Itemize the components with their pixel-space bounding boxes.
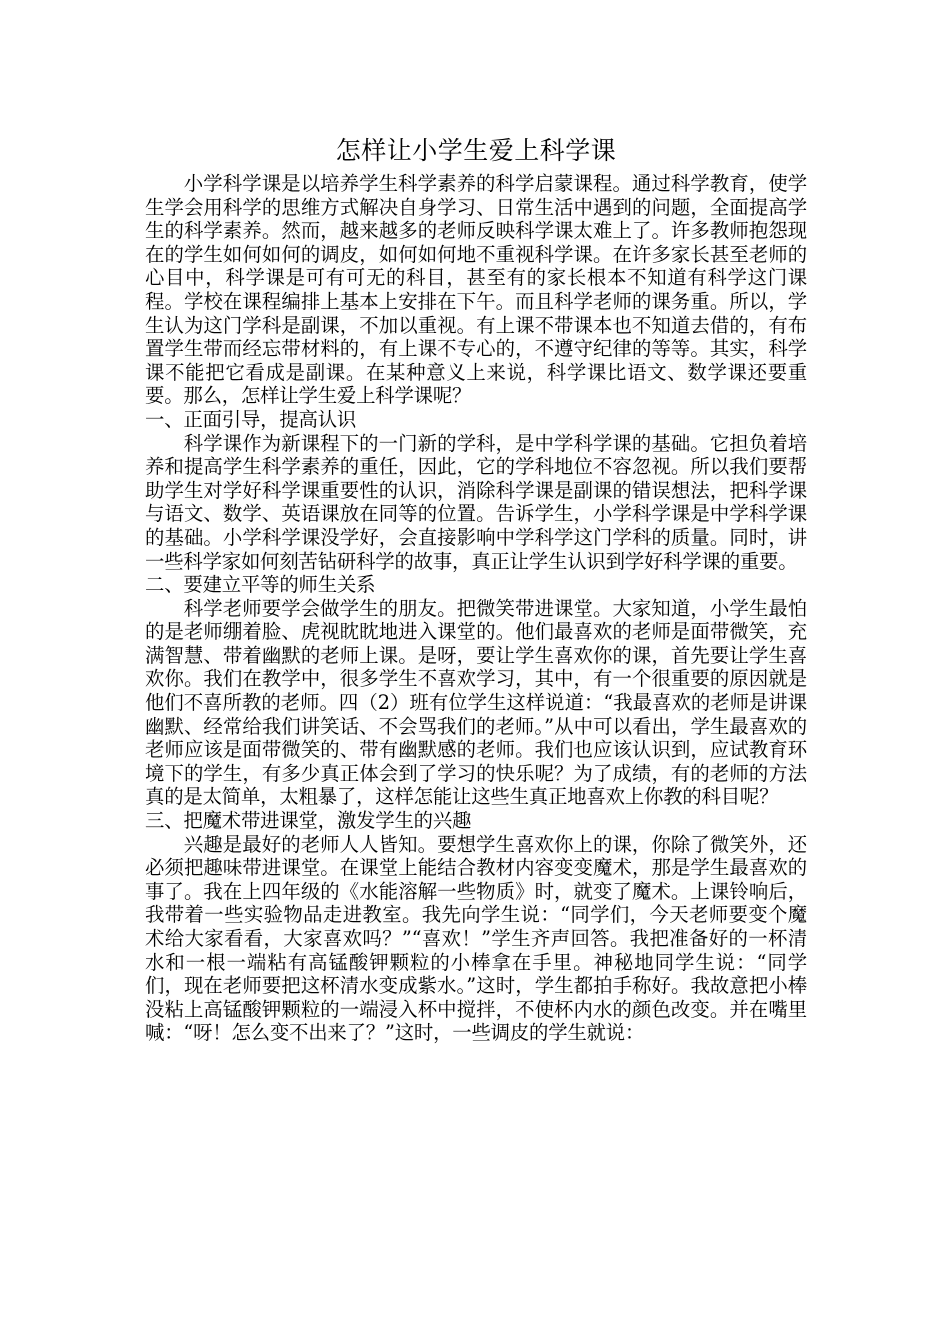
section-body-1: 科学课作为新课程下的一门新的学科，是中学科学课的基础。它担负着培养和提高学生科学素养的重任，因此，它的学科地位不容忽视。所以我们要帮助学生对学好科学课重要性的认识，消除科学课是副课的错误想法，把科学课与语文、数学、英语课放在同等的位置。告诉学生，小学科学课是中学科学课的基础。小学科学课没学好，会直接影响中学科学这门学科的质量。同时，讲一些科学家如何刻苦钻研科学的故事，真正让学生认识到学好科学课的重要。 [145,431,807,573]
section-heading-2: 二、要建立平等的师生关系 [145,573,376,597]
document-page [145,131,807,1045]
document-title: 怎样让小学生爱上科学课 [335,136,617,165]
section-heading-3: 三、把魔术带进课堂，激发学生的兴趣 [145,809,472,833]
section-body-3: 兴趣是最好的老师人人皆知。要想学生喜欢你上的课，你除了微笑外，还必须把趣味带进课堂。在课堂上能结合教材内容变变魔术，那是学生最喜欢的事了。我在上四年级的《水能溶解一些物质》时，就变了魔术。上课铃响后，我带着一些实验物品走进教室。我先向学生说：“同学们，今天老师要变个魔术给大家看看，大家喜欢吗？”“喜欢！”学生齐声回答。我把准备好的一杯清水和一根一端粘有高锰酸钾颗粒的小棒拿在手里。神秘地同学生说：“同学们，现在老师要把这杯清水变成紫水。”这时，学生都拍手称好。我故意把小棒没粘上高锰酸钾颗粒的一端浸入杯中搅拌，不使杯内水的颜色改变。并在嘴里喊：“呀！怎么变不出来了？”这时，一些调皮的学生就说： [145,832,807,1045]
section-body-2: 科学老师要学会做学生的朋友。把微笑带进课堂。大家知道，小学生最怕的是老师绷着脸、虎视眈眈地进入课堂的。他们最喜欢的老师是面带微笑，充满智慧、带着幽默的老师上课。是呀，要让学生喜欢你的课，首先要让学生喜欢你。我们在教学中，很多学生不喜欢学习，其中，有一个很重要的原因就是他们不喜所教的老师。四（2）班有位学生这样说道：“我最喜欢的老师是讲课幽默、经常给我们讲笑话、不会骂我们的老师。”从中可以看出，学生最喜欢的老师应该是面带微笑的、带有幽默感的老师。我们也应该认识到，应试教育环境下的学生，有多少真正体会到了学习的快乐呢？为了成绩，有的老师的方法真的是太简单，太粗暴了，这样怎能让这些生真正地喜欢上你教的科目呢？ [145,596,807,809]
section-heading-1: 一、正面引导，提高认识 [145,407,357,431]
intro-paragraph: 小学科学课是以培养学生科学素养的科学启蒙课程。通过科学教育，使学生学会用科学的思维方式解决自身学习、日常生活中遇到的问题，全面提高学生的科学素养。然而，越来越多的老师反映科学课太难上了。许多教师抱怨现在的学生如何如何的调皮，如何如何地不重视科学课。在许多家长甚至老师的心目中，科学课是可有可无的科目，甚至有的家长根本不知道有科学这门课程。学校在课程编排上基本上安排在下午。而且科学老师的课务重。所以，学生认为这门学科是副课，不加以重视。有上课不带课本也不知道去借的，有布置学生带而经忘带材料的，有上课不专心的，不遵守纪律的等等。其实，科学课不能把它看成是副课。在某种意义上来说，科学课比语文、数学课还要重要。那么，怎样让学生爱上科学课呢？ [145,172,807,408]
